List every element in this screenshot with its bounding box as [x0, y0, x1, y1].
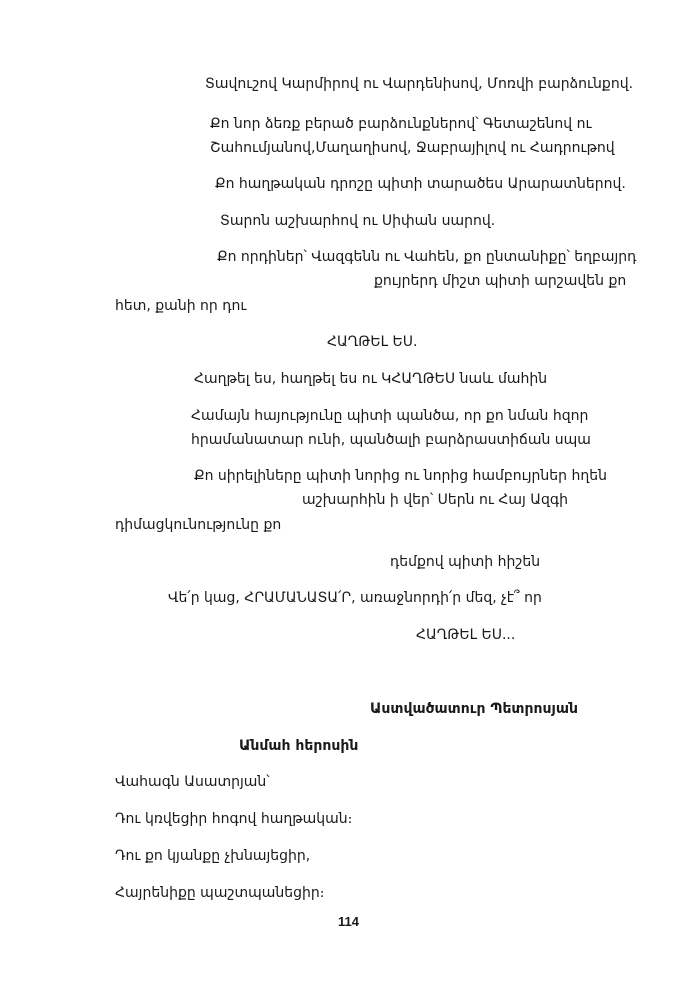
- poem-line: Շահումյանով,Մաղաղիսով, Ջաբրայիլով ու Հադրութով: [210, 140, 615, 156]
- poem-line: Քո սիրելիները պիտի նորից ու նորից համբույրներ հղեն: [194, 468, 607, 484]
- poem-line: Վե՛ր կաց, ՀՐԱՄԱՆԱՏԱ՛Ր, առաջնորդի՛ր մեզ, չէ՞ որ: [168, 590, 542, 606]
- poem-line: հետ, քանի որ դու: [115, 298, 247, 314]
- poem-line: Համայն հայությունը պիտի պանծա, որ քո նման հզոր: [191, 408, 589, 424]
- poem-line: Քո հաղթական դրոշը պիտի տարածես Արարատներով.: [215, 176, 626, 192]
- second-poem-line: Դու քո կյանքը չխնայեցիր,: [115, 848, 311, 864]
- author-name: Աստվածատուր Պետրոսյան: [370, 701, 578, 717]
- poem-line: քույրերդ միշտ պիտի արշավեն քո: [374, 273, 627, 289]
- poem-line: հրամանատար ունի, պանծալի բարձրաստիճան սպա: [191, 432, 591, 448]
- poem-line: դեմքով պիտի հիշեն: [390, 554, 541, 570]
- poem-line: Քո որդիներ՝ Վազգենն ու Վահեն, քո ընտանիքը՝ եղբայրդ: [217, 249, 637, 265]
- poem-line: ՀԱՂԹԵԼ ԵՍ.: [327, 334, 418, 350]
- poem-line: Տարոն աշխարհով ու Սիփան սարով.: [220, 213, 496, 229]
- poem-line: ՀԱՂԹԵԼ ԵՍ...: [416, 627, 516, 643]
- second-poem-line: Վահագն Ասատրյան՝: [115, 774, 270, 790]
- second-poem-title: Անմահ հերոսին: [239, 738, 359, 754]
- poem-line: Քո նոր ձեռք բերած բարձունքներով՝ Գետաշենով ու: [210, 116, 592, 132]
- second-poem-line: Հայրենիքը պաշտպանեցիր։: [115, 885, 325, 901]
- poem-line: աշխարհին ի վեր՝ Սերն ու Հայ Ազգի: [302, 492, 568, 508]
- poem-line: Տավուշով Կարմիրով ու Վարդենիսով, Մոռվի բարձունքով.: [205, 76, 634, 92]
- poem-line: դիմացկունությունը քո: [115, 517, 282, 533]
- second-poem-line: Դու կռվեցիր հոգով հաղթական։: [115, 811, 353, 827]
- poem-line: Հաղթել ես, հաղթել ես ու ԿՀԱՂԹԵՍ նաև մահին: [194, 371, 548, 387]
- page-number: 114: [338, 914, 359, 929]
